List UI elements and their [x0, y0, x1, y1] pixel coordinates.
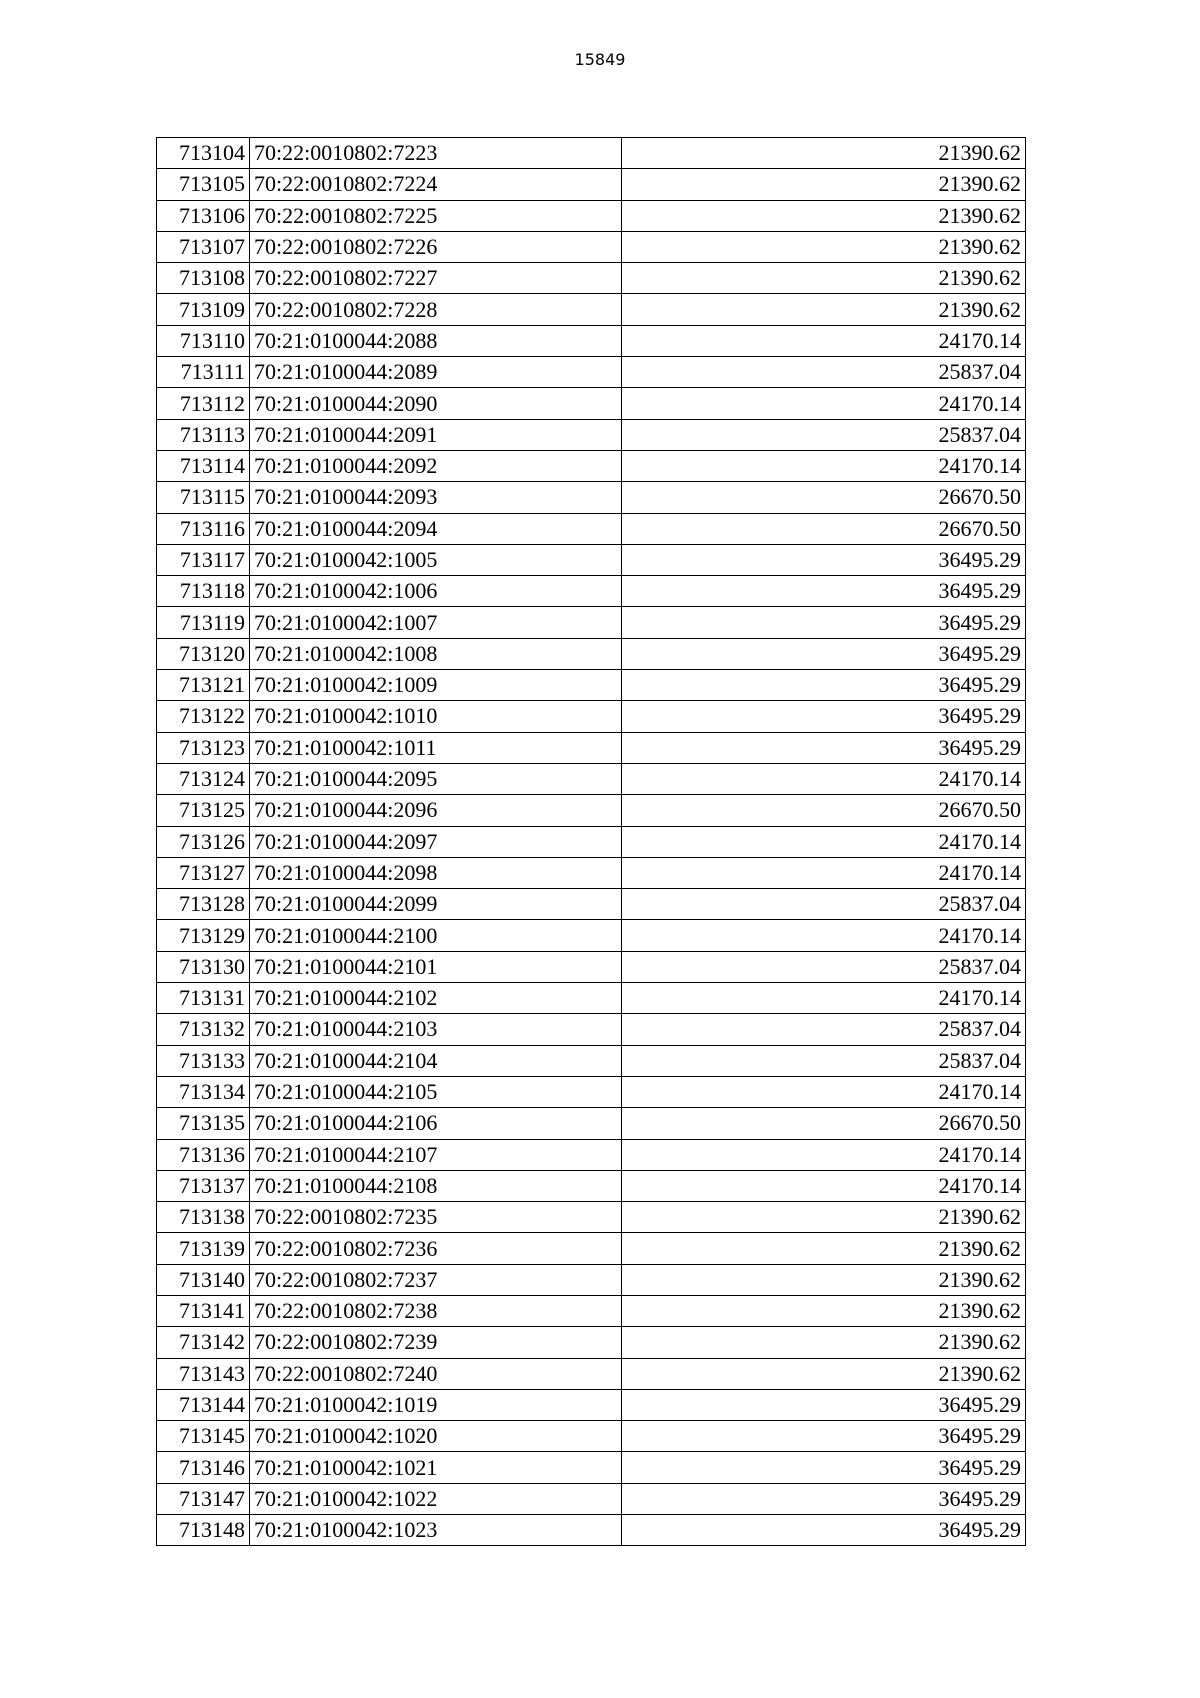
value-cell: 24170.14 — [622, 857, 1026, 888]
value-cell: 21390.62 — [622, 200, 1026, 231]
cadastral-number-cell: 70:21:0100044:2100 — [250, 920, 622, 951]
row-number-cell: 713132 — [157, 1014, 250, 1045]
table-row — [157, 513, 1026, 544]
table-row — [157, 920, 1026, 951]
cadastral-number-cell: 70:21:0100044:2104 — [250, 1045, 622, 1076]
table-row — [157, 169, 1026, 200]
row-number-cell: 713113 — [157, 419, 250, 450]
value-cell: 21390.62 — [622, 1264, 1026, 1295]
value-cell: 21390.62 — [622, 138, 1026, 169]
table-row — [157, 1327, 1026, 1358]
value-cell: 26670.50 — [622, 513, 1026, 544]
row-number-cell: 713140 — [157, 1264, 250, 1295]
cadastral-number-cell: 70:21:0100044:2090 — [250, 388, 622, 419]
row-number-cell: 713105 — [157, 169, 250, 200]
table-row — [157, 732, 1026, 763]
table-row — [157, 325, 1026, 356]
row-number-cell: 713134 — [157, 1076, 250, 1107]
table-row — [157, 200, 1026, 231]
value-cell: 36495.29 — [622, 1389, 1026, 1420]
table-row — [157, 419, 1026, 450]
value-cell: 25837.04 — [622, 951, 1026, 982]
table-row — [157, 1170, 1026, 1201]
row-number-cell: 713135 — [157, 1108, 250, 1139]
value-cell: 25837.04 — [622, 1045, 1026, 1076]
row-number-cell: 713131 — [157, 983, 250, 1014]
registry-table — [156, 137, 1026, 1546]
page-number: 15849 — [574, 50, 626, 69]
value-cell: 21390.62 — [622, 1295, 1026, 1326]
value-cell: 36495.29 — [622, 1421, 1026, 1452]
table-row — [157, 670, 1026, 701]
table-row — [157, 138, 1026, 169]
value-cell: 36495.29 — [622, 1452, 1026, 1483]
table-row — [157, 1014, 1026, 1045]
row-number-cell: 713137 — [157, 1170, 250, 1201]
row-number-cell: 713141 — [157, 1295, 250, 1326]
cadastral-number-cell: 70:21:0100042:1011 — [250, 732, 622, 763]
table-row — [157, 1139, 1026, 1170]
row-number-cell: 713148 — [157, 1515, 250, 1546]
table-row — [157, 826, 1026, 857]
cadastral-number-cell: 70:21:0100044:2096 — [250, 795, 622, 826]
value-cell: 36495.29 — [622, 1515, 1026, 1546]
value-cell: 24170.14 — [622, 920, 1026, 951]
table-row — [157, 231, 1026, 262]
row-number-cell: 713143 — [157, 1358, 250, 1389]
cadastral-number-cell: 70:22:0010802:7228 — [250, 294, 622, 325]
cadastral-number-cell: 70:21:0100044:2098 — [250, 857, 622, 888]
cadastral-number-cell: 70:22:0010802:7225 — [250, 200, 622, 231]
value-cell: 25837.04 — [622, 357, 1026, 388]
value-cell: 21390.62 — [622, 294, 1026, 325]
row-number-cell: 713109 — [157, 294, 250, 325]
value-cell: 21390.62 — [622, 263, 1026, 294]
row-number-cell: 713117 — [157, 544, 250, 575]
row-number-cell: 713133 — [157, 1045, 250, 1076]
row-number-cell: 713130 — [157, 951, 250, 982]
row-number-cell: 713146 — [157, 1452, 250, 1483]
value-cell: 25837.04 — [622, 419, 1026, 450]
cadastral-number-cell: 70:21:0100044:2102 — [250, 983, 622, 1014]
row-number-cell: 713144 — [157, 1389, 250, 1420]
value-cell: 36495.29 — [622, 544, 1026, 575]
table-row — [157, 576, 1026, 607]
row-number-cell: 713114 — [157, 450, 250, 481]
table-row — [157, 1076, 1026, 1107]
table-row — [157, 1264, 1026, 1295]
table-row — [157, 1452, 1026, 1483]
table-row — [157, 1358, 1026, 1389]
row-number-cell: 713119 — [157, 607, 250, 638]
row-number-cell: 713129 — [157, 920, 250, 951]
table-row — [157, 357, 1026, 388]
cadastral-number-cell: 70:22:0010802:7237 — [250, 1264, 622, 1295]
cadastral-number-cell: 70:21:0100044:2093 — [250, 482, 622, 513]
cadastral-number-cell: 70:21:0100044:2089 — [250, 357, 622, 388]
row-number-cell: 713122 — [157, 701, 250, 732]
cadastral-number-cell: 70:22:0010802:7239 — [250, 1327, 622, 1358]
row-number-cell: 713142 — [157, 1327, 250, 1358]
cadastral-number-cell: 70:21:0100044:2094 — [250, 513, 622, 544]
value-cell: 36495.29 — [622, 607, 1026, 638]
row-number-cell: 713106 — [157, 200, 250, 231]
row-number-cell: 713124 — [157, 763, 250, 794]
table-row — [157, 889, 1026, 920]
row-number-cell: 713121 — [157, 670, 250, 701]
table-row — [157, 763, 1026, 794]
table-row — [157, 263, 1026, 294]
row-number-cell: 713139 — [157, 1233, 250, 1264]
cadastral-number-cell: 70:21:0100044:2099 — [250, 889, 622, 920]
value-cell: 26670.50 — [622, 1108, 1026, 1139]
row-number-cell: 713104 — [157, 138, 250, 169]
cadastral-number-cell: 70:22:0010802:7235 — [250, 1202, 622, 1233]
value-cell: 36495.29 — [622, 638, 1026, 669]
value-cell: 36495.29 — [622, 1483, 1026, 1514]
value-cell: 21390.62 — [622, 1202, 1026, 1233]
table-row — [157, 701, 1026, 732]
cadastral-number-cell: 70:21:0100042:1009 — [250, 670, 622, 701]
row-number-cell: 713127 — [157, 857, 250, 888]
table-row — [157, 482, 1026, 513]
cadastral-number-cell: 70:22:0010802:7226 — [250, 231, 622, 262]
table-row — [157, 544, 1026, 575]
cadastral-number-cell: 70:22:0010802:7223 — [250, 138, 622, 169]
table-row — [157, 857, 1026, 888]
row-number-cell: 713138 — [157, 1202, 250, 1233]
table-row — [157, 638, 1026, 669]
cadastral-number-cell: 70:21:0100042:1007 — [250, 607, 622, 638]
row-number-cell: 713116 — [157, 513, 250, 544]
row-number-cell: 713120 — [157, 638, 250, 669]
row-number-cell: 713136 — [157, 1139, 250, 1170]
value-cell: 21390.62 — [622, 1233, 1026, 1264]
value-cell: 26670.50 — [622, 795, 1026, 826]
value-cell: 24170.14 — [622, 1170, 1026, 1201]
value-cell: 21390.62 — [622, 1358, 1026, 1389]
cadastral-number-cell: 70:21:0100042:1005 — [250, 544, 622, 575]
cadastral-number-cell: 70:21:0100044:2103 — [250, 1014, 622, 1045]
cadastral-number-cell: 70:21:0100044:2091 — [250, 419, 622, 450]
row-number-cell: 713115 — [157, 482, 250, 513]
row-number-cell: 713108 — [157, 263, 250, 294]
cadastral-number-cell: 70:22:0010802:7227 — [250, 263, 622, 294]
cadastral-number-cell: 70:21:0100044:2097 — [250, 826, 622, 857]
cadastral-number-cell: 70:21:0100042:1008 — [250, 638, 622, 669]
value-cell: 24170.14 — [622, 450, 1026, 481]
cadastral-number-cell: 70:21:0100044:2092 — [250, 450, 622, 481]
value-cell: 25837.04 — [622, 1014, 1026, 1045]
table-row — [157, 795, 1026, 826]
value-cell: 24170.14 — [622, 763, 1026, 794]
value-cell: 36495.29 — [622, 670, 1026, 701]
table-row — [157, 1295, 1026, 1326]
value-cell: 24170.14 — [622, 325, 1026, 356]
table-row — [157, 1108, 1026, 1139]
row-number-cell: 713125 — [157, 795, 250, 826]
value-cell: 21390.62 — [622, 231, 1026, 262]
row-number-cell: 713147 — [157, 1483, 250, 1514]
row-number-cell: 713110 — [157, 325, 250, 356]
value-cell: 36495.29 — [622, 576, 1026, 607]
table-row — [157, 1421, 1026, 1452]
cadastral-number-cell: 70:21:0100044:2106 — [250, 1108, 622, 1139]
table-row — [157, 294, 1026, 325]
cadastral-number-cell: 70:21:0100044:2107 — [250, 1139, 622, 1170]
row-number-cell: 713107 — [157, 231, 250, 262]
value-cell: 25837.04 — [622, 889, 1026, 920]
row-number-cell: 713126 — [157, 826, 250, 857]
table-row — [157, 1202, 1026, 1233]
value-cell: 24170.14 — [622, 826, 1026, 857]
table-row — [157, 1233, 1026, 1264]
cadastral-number-cell: 70:22:0010802:7224 — [250, 169, 622, 200]
registry-table-body — [157, 138, 1026, 1546]
value-cell: 24170.14 — [622, 983, 1026, 1014]
table-row — [157, 388, 1026, 419]
cadastral-number-cell: 70:21:0100042:1010 — [250, 701, 622, 732]
row-number-cell: 713118 — [157, 576, 250, 607]
value-cell: 36495.29 — [622, 701, 1026, 732]
cadastral-number-cell: 70:21:0100042:1021 — [250, 1452, 622, 1483]
row-number-cell: 713128 — [157, 889, 250, 920]
cadastral-number-cell: 70:21:0100044:2095 — [250, 763, 622, 794]
row-number-cell: 713145 — [157, 1421, 250, 1452]
cadastral-number-cell: 70:21:0100042:1023 — [250, 1515, 622, 1546]
value-cell: 26670.50 — [622, 482, 1026, 513]
value-cell: 24170.14 — [622, 388, 1026, 419]
table-row — [157, 951, 1026, 982]
cadastral-number-cell: 70:21:0100042:1020 — [250, 1421, 622, 1452]
cadastral-number-cell: 70:22:0010802:7240 — [250, 1358, 622, 1389]
table-row — [157, 1045, 1026, 1076]
value-cell: 36495.29 — [622, 732, 1026, 763]
table-row — [157, 1483, 1026, 1514]
table-row — [157, 607, 1026, 638]
cadastral-number-cell: 70:21:0100044:2105 — [250, 1076, 622, 1107]
cadastral-number-cell: 70:22:0010802:7236 — [250, 1233, 622, 1264]
table-row — [157, 450, 1026, 481]
cadastral-number-cell: 70:21:0100042:1006 — [250, 576, 622, 607]
row-number-cell: 713112 — [157, 388, 250, 419]
cadastral-number-cell: 70:22:0010802:7238 — [250, 1295, 622, 1326]
cadastral-number-cell: 70:21:0100044:2108 — [250, 1170, 622, 1201]
value-cell: 24170.14 — [622, 1076, 1026, 1107]
cadastral-number-cell: 70:21:0100044:2101 — [250, 951, 622, 982]
cadastral-number-cell: 70:21:0100042:1022 — [250, 1483, 622, 1514]
table-row — [157, 983, 1026, 1014]
table-row — [157, 1389, 1026, 1420]
row-number-cell: 713123 — [157, 732, 250, 763]
value-cell: 21390.62 — [622, 1327, 1026, 1358]
cadastral-number-cell: 70:21:0100042:1019 — [250, 1389, 622, 1420]
row-number-cell: 713111 — [157, 357, 250, 388]
value-cell: 21390.62 — [622, 169, 1026, 200]
table-row — [157, 1515, 1026, 1546]
value-cell: 24170.14 — [622, 1139, 1026, 1170]
cadastral-number-cell: 70:21:0100044:2088 — [250, 325, 622, 356]
